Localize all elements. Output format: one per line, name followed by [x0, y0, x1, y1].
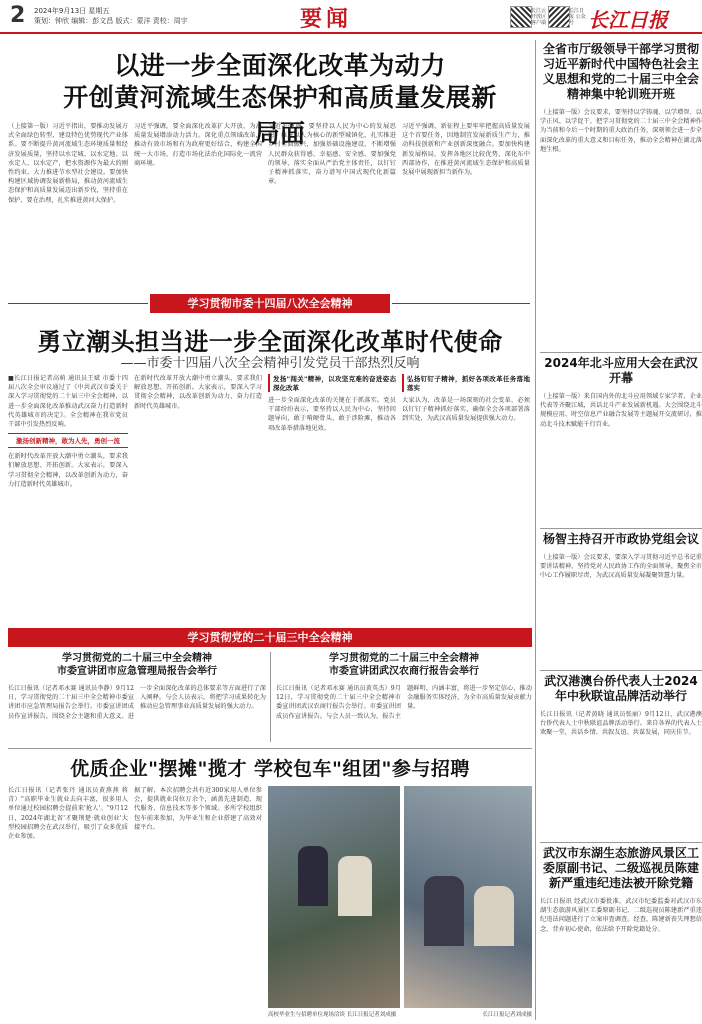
study-banner-2 — [8, 628, 532, 647]
right-rule-2 — [540, 528, 702, 529]
banner-rule-left — [8, 303, 148, 304]
mid-right-headline: 学习贯彻党的二十届三中全会精神 市委宣讲团武汉农商行报告会举行 — [329, 653, 479, 677]
right-article-4-title: 武汉港澳台侨代表人士2024年中秋联谊品牌活动举行 — [544, 674, 698, 703]
study-banner-1-text: 学习贯彻市委十四届八次全会精神 — [150, 294, 390, 313]
lead-headline-1: 以进一步全面深化改革为动力 — [114, 51, 446, 80]
feature-body-1: ■长江日报记者高萌 通讯员王斌 市委十四届八次全会审议通过了《中共武汉市委关于深入学习贯彻党的二十届三中全会精神，以进一步全面深化改革推动武汉奋力打造新时代英雄城市的决定》。全会精神在我市党员干部中引发热烈反响。 — [8, 375, 128, 429]
newspaper-logo: 长江日报 — [588, 8, 668, 32]
qr-code-icon — [510, 6, 532, 28]
right-article-3-title: 杨智主持召开市政协党组会议 — [542, 532, 699, 546]
right-article-2-title: 2024年北斗应用大会在武汉开幕 — [544, 356, 698, 385]
section-rule — [8, 748, 532, 749]
feature-col-1 — [8, 374, 128, 614]
feature-headline: 勇立潮头担当进一步全面深化改革时代使命 — [37, 328, 503, 356]
right-article-5-title: 武汉市东湖生态旅游风景区工委原副书记、二级巡视员陈建新严重违纪违法被开除党籍 — [542, 846, 699, 890]
mid-right-body: 长江日报讯（记者邓永赛 通讯员黄英杰）9月12日，学习贯彻党的二十届三中全会精神市委宣讲团武汉农商行报告会举行。市委宣讲团成员作宣讲报告。与会人员一致认为，报告主题鲜明、内涵丰富，将进一步坚定信心，推动金融服务实体经济，为全市高质量发展贡献力量。 — [276, 685, 532, 720]
bottom-photo-right — [404, 786, 532, 1008]
feature-subheadline: ——市委十四届八次全会精神引发党员干部热烈反响 — [120, 356, 420, 371]
editors: 策划：钟欣 编辑：彭文昌 版式：蒙洋 责校：周宇 — [34, 17, 188, 25]
study-banner-2-text: 学习贯彻党的二十届三中全会精神 — [8, 628, 532, 647]
study-banner-1 — [150, 294, 390, 313]
column-divider — [535, 40, 536, 1020]
lead-col-2: 习近平强调，要全面深化改革扩大开放，为高质量发展增添动力活力。深化重点领域改革，推动有效市场和有为政府更好结合，构建全国统一大市场，打造市场化法治化国际化一流营商环境。 — [134, 123, 262, 167]
feature-col-2: 在新时代改革开放大潮中勇立潮头，要求我们解放思想、开拓创新。大家表示，要深入学习贯彻全会精神，以改革创新为动力，奋力打造新时代英雄城市。 — [134, 375, 262, 410]
bottom-col-2: 据了解，本次招聘会共有近300家用人单位参会，提供就业岗位万余个，涵盖先进制造、现代服务、信息技术等多个领域。多所学校组织包车前来参加，为毕业生和企业搭建了高效对接平台。 — [134, 787, 262, 831]
date-line — [34, 6, 188, 26]
mid-left-article — [8, 652, 266, 744]
mid-right-article — [276, 652, 532, 744]
page-number: 2 — [10, 3, 26, 28]
qr-left-label: 长江云开放区客户端 — [531, 8, 547, 26]
section-title: 要闻 — [300, 6, 353, 32]
right-article-5-body: 长江日报讯 经武汉市委批准，武汉市纪委监委对武汉市东湖生态旅游风景区工委原副书记、二级巡视员陈建新严重违纪违法问题进行了立案审查调查。经查，陈建新丧失理想信念，背弃初心使命，依法给予开除党籍处分。 — [540, 898, 702, 933]
qr-right-label: 长江日报 公众号 — [569, 8, 586, 26]
bottom-photo-left — [268, 786, 400, 1008]
mid-divider — [270, 652, 271, 742]
right-article-3 — [540, 532, 702, 663]
bottom-col-1: 长江日报讯（记者张丹 通讯员黄燕燕 蒋青）"高职毕业生就业去向丰富，很多用人单位通过校园招聘会提前来'抢人'。"9月12日，2024年湖北省'才聚荆楚·就业创业'大型校园招聘会在武汉举行，吸引了众多优质企业参加。 — [8, 787, 128, 841]
qr-code-icon-2 — [548, 6, 570, 28]
feature-subhead-3: 弘扬钉钉子精神，抓好各项改革任务落地落实 — [402, 374, 530, 392]
masthead-rule — [0, 32, 702, 34]
lead-col-4: 习近平强调，新征程上要牢牢把握高质量发展这个首要任务，因地制宜发展新质生产力，推动科技创新和产业创新深度融合。要加快构建新发展格局，发挥各地区比较优势，深化东中西部协作，在推进黄河流域生态保护和高质量发展中展现新担当新作为。 — [402, 123, 530, 177]
masthead — [0, 0, 702, 34]
right-article-1-body: （上接第一版）会议要求，要坚持以学铸魂、以学增智、以学正风、以学促干，把学习贯彻党的二十届三中全会精神作为当前和今后一个时期的重大政治任务，深刻领会进一步全面深化改革的重大意义和目标任务，推动全会精神在湖北落地生根。 — [540, 109, 702, 153]
bottom-headline: 优质企业"摆摊"揽才 学校包车"组团"参与招聘 — [70, 758, 470, 780]
feature-body-2: 在新时代改革开放大潮中勇立潮头，要求我们解放思想、开拓创新。大家表示，要深入学习贯彻全会精神，以改革创新为动力，奋力打造新时代英雄城市。 — [8, 453, 128, 488]
lead-headline-2: 开创黄河流域生态保护和高质量发展新局面 — [63, 83, 497, 148]
right-article-5 — [540, 846, 702, 1017]
caption-right: 长江日报记者刘成摄 — [482, 1012, 532, 1018]
feature-body-4: 大家认为，改革是一场深刻的社会变革，必须以钉钉子精神抓好落实，确保全会各项部署落到实处，为武汉高质量发展提供强大动力。 — [402, 397, 530, 423]
date: 2024年9月13日 星期五 — [34, 7, 110, 15]
right-article-3-body: （上接第一版）会议要求，要深入学习贯彻习近平总书记重要讲话精神，坚持党对人民政协工作的全面领导，聚焦全市中心工作履职尽责，为武汉高质量发展凝聚智慧力量。 — [540, 554, 702, 580]
lead-col-1: （上接第一版）习近平指出，要推动发展方式全面绿色转型，建设特色优势现代产业体系。要不断提升黄河流域生态环境质量和经济发展质量，坚持以水定城、以水定地、以水定人、以水定产，把水资源作为最大的刚性约束，大力推进节水型社会建设。要加快构建区域协调发展新格局，推动黄河流域生态保护和高质量发展迈出新步伐，坚持重在保护、要在治理，扎实推进黄河大保护。 — [8, 123, 128, 204]
mid-left-body: 长江日报讯（记者邓永赛 通讯员李静）9月12日，学习贯彻党的二十届三中全会精神市委宣讲团市应急管理局报告会举行。市委宣讲团成员作宣讲报告，围绕全会主题和重大意义、进一步全面深化改革的总体要求等方面进行了深入阐释。与会人员表示，将把学习成果转化为推动应急管理事业高质量发展的强大动力。 — [8, 685, 266, 720]
right-article-1 — [540, 42, 702, 318]
right-rule-1 — [540, 352, 702, 353]
banner-rule-right — [392, 303, 530, 304]
feature-subhead-2: 发扬"闯关"精神，以攻坚克难的奋进姿态深化改革 — [268, 374, 396, 392]
right-article-2-body: （上接第一版）来自国内外的北斗应用领域专家学者、企业代表等齐聚江城，共话北斗产业发展新机遇。大会围绕北斗规模应用、时空信息产业融合发展等主题展开交流研讨，推动北斗技术赋能千行百业。 — [540, 393, 702, 428]
right-article-1-title: 全省市厅级领导干部学习贯彻习近平新时代中国特色社会主义思想和党的二十届三中全会精神集中轮训班开班 — [542, 42, 699, 101]
mid-left-headline: 学习贯彻党的二十届三中全会精神 市委宣讲团市应急管理局报告会举行 — [57, 653, 217, 677]
right-article-4-body: 长江日报讯（记者黄晓 通讯员张丽）9月12日，武汉港澳台侨代表人士中秋联谊品牌活动举行。来自各界的代表人士欢聚一堂，共话乡情、共叙友谊、共谋发展，同庆佳节。 — [540, 711, 702, 737]
right-rule-3 — [540, 670, 702, 671]
right-article-4 — [540, 674, 702, 840]
right-article-2 — [540, 356, 702, 542]
lead-col-3: 习近平强调，要坚持以人民为中心的发展思想，推进以人为核心的新型城镇化，扎实推进乡村全面振兴，加强基础设施建设，不断增强人民群众获得感、幸福感、安全感。要加强党的领导，落实全面从严治党主体责任，以钉钉子精神抓落实，奋力谱写中国式现代化新篇章。 — [268, 123, 396, 186]
feature-body-3: 进一步全面深化改革的关键在于抓落实。党员干部纷纷表示，要坚持以人民为中心，坚持问题导向，敢于啃硬骨头、敢于涉险滩，推动各项改革举措落地见效。 — [268, 397, 396, 432]
caption-left: 高校毕业生与招聘单位现场洽谈 长江日报记者刘成摄 — [268, 1012, 397, 1018]
feature-col-4 — [402, 374, 530, 614]
right-rule-4 — [540, 842, 702, 843]
feature-subhead-1: 激扬创新精神，敢为人先，勇创一流 — [8, 433, 128, 448]
feature-col-3 — [268, 374, 396, 614]
